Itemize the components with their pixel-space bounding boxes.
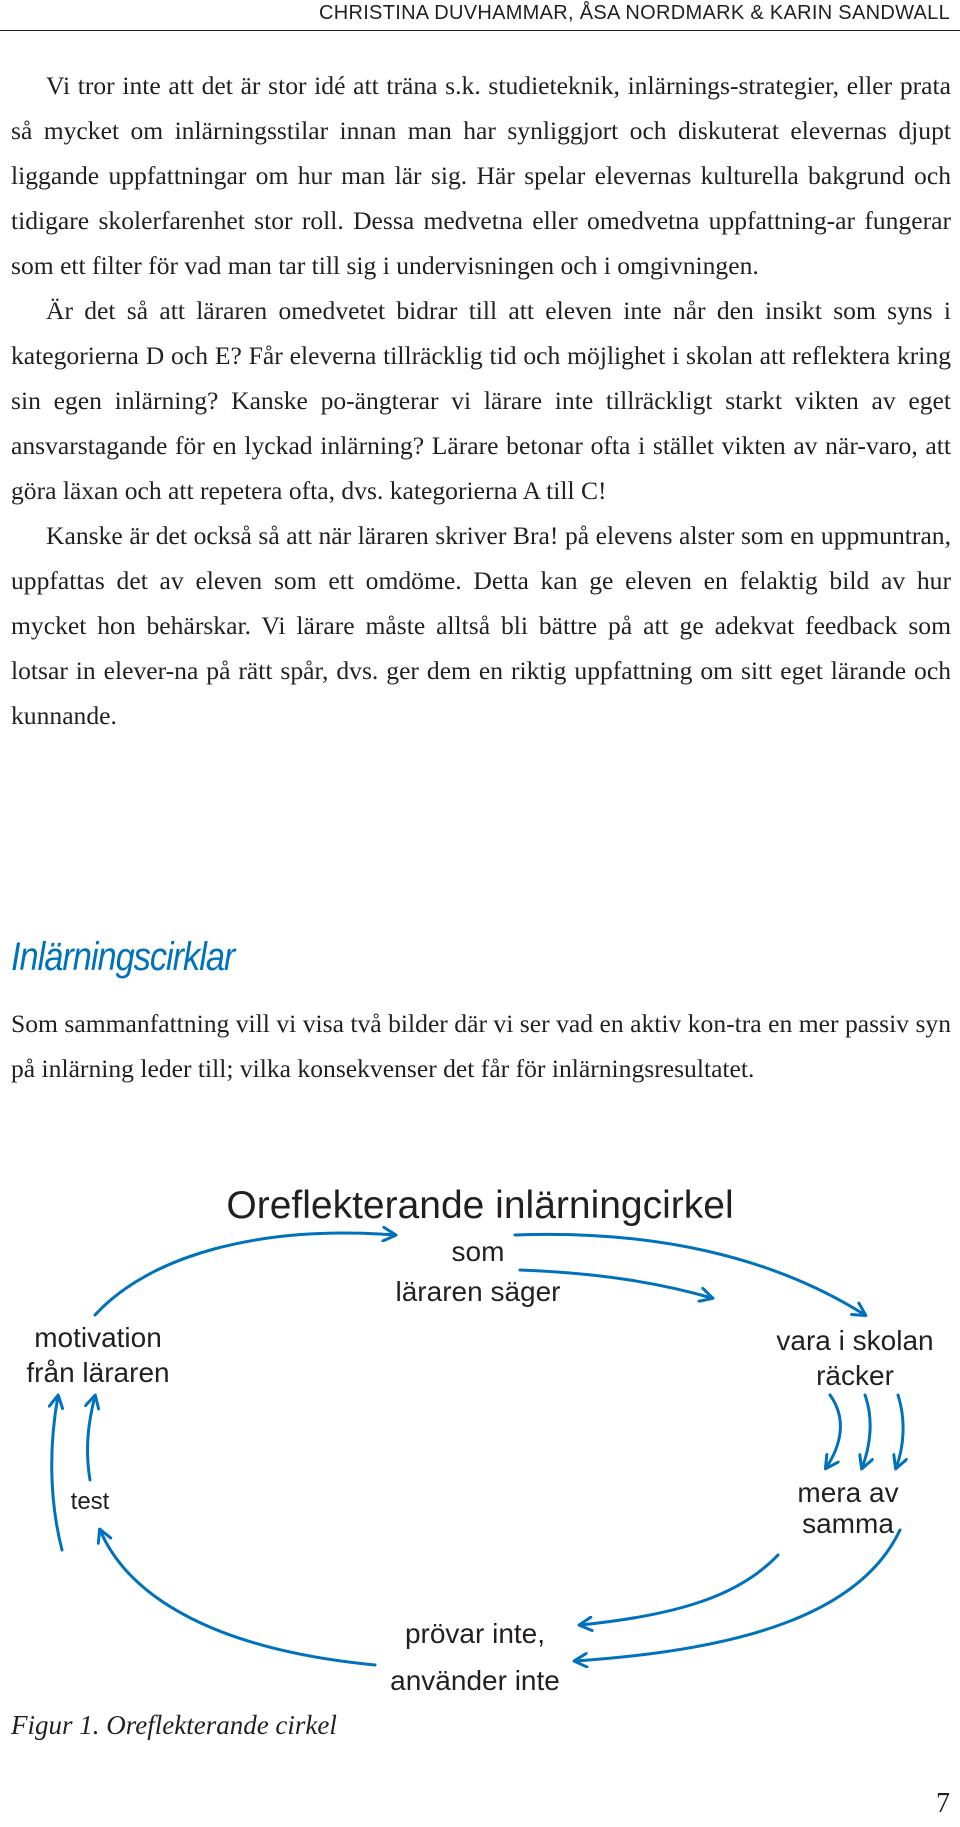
running-head: CHRISTINA DUVHAMMAR, ÅSA NORDMARK & KARIN SANDWALL (318, 2, 950, 24)
arrow-right-to-bottom-outer (575, 1530, 900, 1661)
node-left-line2: från läraren (26, 1357, 170, 1388)
header-rule (0, 30, 960, 31)
figure-caption: Figur 1. Oreflekterande cirkel (11, 1710, 337, 1740)
arrow-right-to-bottom-inner (580, 1555, 778, 1625)
arrow-right-down-2 (862, 1395, 870, 1468)
node-bottom-line1: prövar inte, (404, 1618, 546, 1649)
arrow-right-down-3 (896, 1395, 903, 1468)
node-right-line2: räcker (816, 1360, 894, 1391)
learning-cycle-diagram (0, 1155, 960, 1700)
cycle-diagram-svg (0, 1155, 960, 1695)
section-heading: Inlärningscirklar (11, 935, 235, 979)
node-lower-right-line1: mera av (797, 1477, 899, 1508)
paragraph-4: Som sammanfattning vill vi visa två bilder där vi ser vad en aktiv kon-tra en mer passiv syn på inlärning leder till; vilka konsekvenser det får för inlärningsresultatet. (11, 1009, 951, 1083)
paragraph-3: Kanske är det också så att när läraren skriver Bra! på elevens alster som en uppmuntran, uppfattas det av eleven som ett omdöme. Detta kan ge eleven en felaktig bild av hur mycket hon behärskar. Vi lärare måste alltså bli bättre på att ge adekvat feedback som lotsar in elever-na på rätt spår, dvs. ger dem en riktig uppfattning om sitt eget lärande och kunnande. (11, 521, 951, 730)
node-left-line1: motivation (34, 1322, 162, 1353)
body-text-top (11, 63, 951, 738)
paragraph-1: Vi tror inte att det är stor idé att träna s.k. studieteknik, inlärnings-strategier, eller prata så mycket om inlärningsstilar innan man har synliggjort och diskuterat elevernas djupt liggande uppfattningar om hur man lär sig. Här spelar elevernas kulturella bakgrund och tidigare skolerfarenhet stor roll. Dessa medvetna eller omedvetna uppfattning-ar fungerar som ett filter för vad man tar till sig i undervisningen och i omgivningen. (11, 71, 951, 280)
node-right-line1: vara i skolan (776, 1325, 934, 1356)
arrow-right-down-1 (826, 1395, 840, 1468)
body-text-section (11, 1001, 951, 1091)
paragraph-2: Är det så att läraren omedvetet bidrar till att eleven inte når den insikt som syns i kategorierna D och E? Får eleverna tillräcklig tid och möjlighet i skolan att reflektera kring sin egen inlärning? Kanske po-ängterar vi lärare inte tillräckligt starkt vikten av eget ansvarstagande för en lyckad inlärning? Lärare betonar ofta i stället vikten av när-varo, att göra läxan och att repetera ofta, dvs. kategorierna A till C! (11, 296, 951, 505)
page-number: 7 (936, 1788, 950, 1819)
node-lower-left: test (70, 1488, 110, 1515)
diagram-title: Oreflekterande inlärningcirkel (226, 1184, 734, 1227)
arrow-top-outer (515, 1234, 865, 1315)
node-bottom-line2: använder inte (390, 1665, 560, 1695)
arrow-left-to-top (95, 1233, 395, 1315)
node-top-line1: som (451, 1236, 505, 1267)
arrow-bottom-to-left (100, 1530, 375, 1665)
node-top-line2: läraren säger (395, 1276, 561, 1307)
node-lower-right-line2: samma (802, 1508, 894, 1539)
arrow-left-up-1 (52, 1396, 62, 1550)
arrow-left-up-2 (88, 1396, 95, 1480)
